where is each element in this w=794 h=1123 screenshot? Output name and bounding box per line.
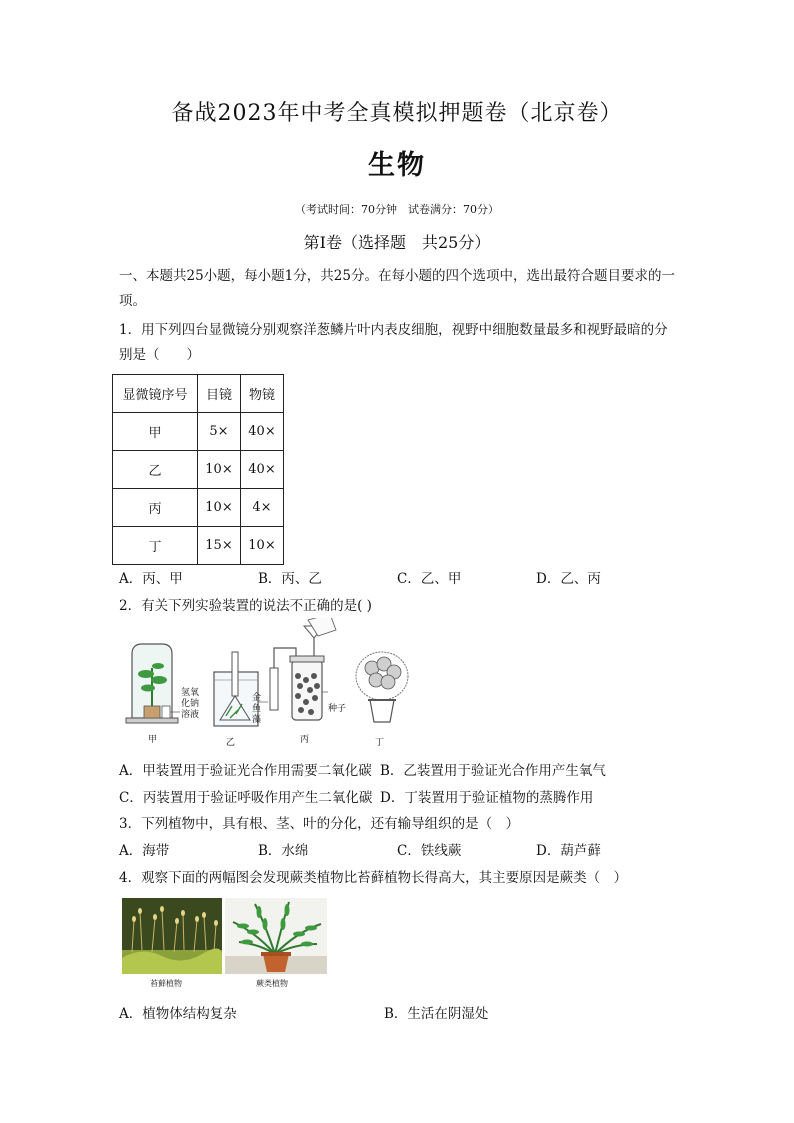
q2-option-c: C．丙装置用于验证呼吸作用产生二氧化碳 bbox=[119, 790, 373, 806]
q3-stem: 3．下列植物中，具有根、茎、叶的分化，还有输导组织的是（ ） bbox=[119, 816, 520, 832]
table-cell: 甲 bbox=[113, 413, 198, 451]
q4-option-a: A．植物体结构复杂 bbox=[119, 1006, 237, 1022]
exam-title: 备战2023年中考全真模拟押题卷（北京卷） bbox=[171, 101, 623, 126]
table-header-cell: 显微镜序号 bbox=[113, 375, 198, 413]
table-cell: 40× bbox=[241, 451, 284, 489]
table-cell: 5× bbox=[198, 413, 241, 451]
apparatus-jia bbox=[126, 644, 180, 723]
apparatus-ding bbox=[356, 652, 408, 722]
table-row bbox=[113, 527, 284, 565]
q2-option-a: A．甲装置用于验证光合作用需要二氧化碳 bbox=[119, 763, 372, 779]
fern-photo bbox=[225, 898, 327, 974]
q2-option-d: D．丁装置用于验证植物的蒸腾作用 bbox=[380, 790, 594, 806]
fish-weed-label: 金鱼藻 bbox=[252, 693, 262, 725]
label-bing: 丙 bbox=[300, 735, 310, 745]
table-header-row bbox=[113, 375, 284, 413]
time-info: （考试时间：70分钟 试卷满分：70分） bbox=[295, 203, 499, 216]
q4-option-b: B．生活在阴湿处 bbox=[384, 1006, 489, 1022]
q3-option-b: B．水绵 bbox=[258, 843, 309, 859]
table-cell: 4× bbox=[241, 489, 284, 527]
apparatus-bing bbox=[270, 618, 336, 720]
label-yi: 乙 bbox=[226, 738, 236, 748]
table-cell: 乙 bbox=[113, 451, 198, 489]
microscope-table bbox=[112, 374, 284, 565]
label-ding: 丁 bbox=[375, 738, 385, 748]
moss-caption: 苔藓植物 bbox=[150, 979, 182, 988]
table-cell: 10× bbox=[241, 527, 284, 565]
q3-option-c: C．铁线蕨 bbox=[397, 843, 462, 859]
instructions: 一、本题共25小题，每小题1分，共25分。在每小题的四个选项中，选出最符合题目要求的一项。 bbox=[119, 268, 675, 309]
table-row bbox=[113, 489, 284, 527]
q3-option-d: D．葫芦藓 bbox=[536, 843, 601, 859]
table-row bbox=[113, 451, 284, 489]
q1-option-c: C．乙、甲 bbox=[397, 571, 462, 587]
naoh-label: 氢氧化钠溶液 bbox=[181, 688, 200, 720]
table-cell: 丁 bbox=[113, 527, 198, 565]
q1-option-d: D．乙、丙 bbox=[536, 571, 601, 587]
subject-title: 生物 bbox=[368, 150, 426, 181]
table-cell: 15× bbox=[198, 527, 241, 565]
q1-option-a: A．丙、甲 bbox=[119, 571, 183, 587]
table-cell: 40× bbox=[241, 413, 284, 451]
table-header-cell: 目镜 bbox=[198, 375, 241, 413]
q3-option-a: A．海带 bbox=[119, 843, 170, 859]
label-jia: 甲 bbox=[148, 735, 158, 745]
table-cell: 10× bbox=[198, 451, 241, 489]
moss-photo bbox=[122, 898, 222, 974]
fern-caption: 蕨类植物 bbox=[256, 979, 288, 988]
q1-option-b: B．丙、乙 bbox=[258, 571, 322, 587]
q1-stem: 1．用下列四台显微镜分别观察洋葱鳞片叶内表皮细胞，视野中细胞数量最多和视野最暗的分别是（ ） bbox=[119, 322, 668, 363]
table-header-cell: 物镜 bbox=[241, 375, 284, 413]
q2-stem: 2．有关下列实验装置的说法不正确的是( ) bbox=[119, 598, 372, 614]
q4-stem: 4．观察下面的两幅图会发现蕨类植物比苔藓植物长得高大，其主要原因是蕨类（ ） bbox=[119, 870, 628, 886]
experiment-apparatus-figure bbox=[118, 618, 418, 748]
section-heading: 第Ⅰ卷（选择题 共25分） bbox=[303, 233, 491, 252]
table-cell: 10× bbox=[198, 489, 241, 527]
seeds-label: 种子 bbox=[328, 704, 347, 714]
table-row bbox=[113, 413, 284, 451]
q2-option-b: B．乙装置用于验证光合作用产生氧气 bbox=[380, 763, 606, 779]
table-cell: 丙 bbox=[113, 489, 198, 527]
